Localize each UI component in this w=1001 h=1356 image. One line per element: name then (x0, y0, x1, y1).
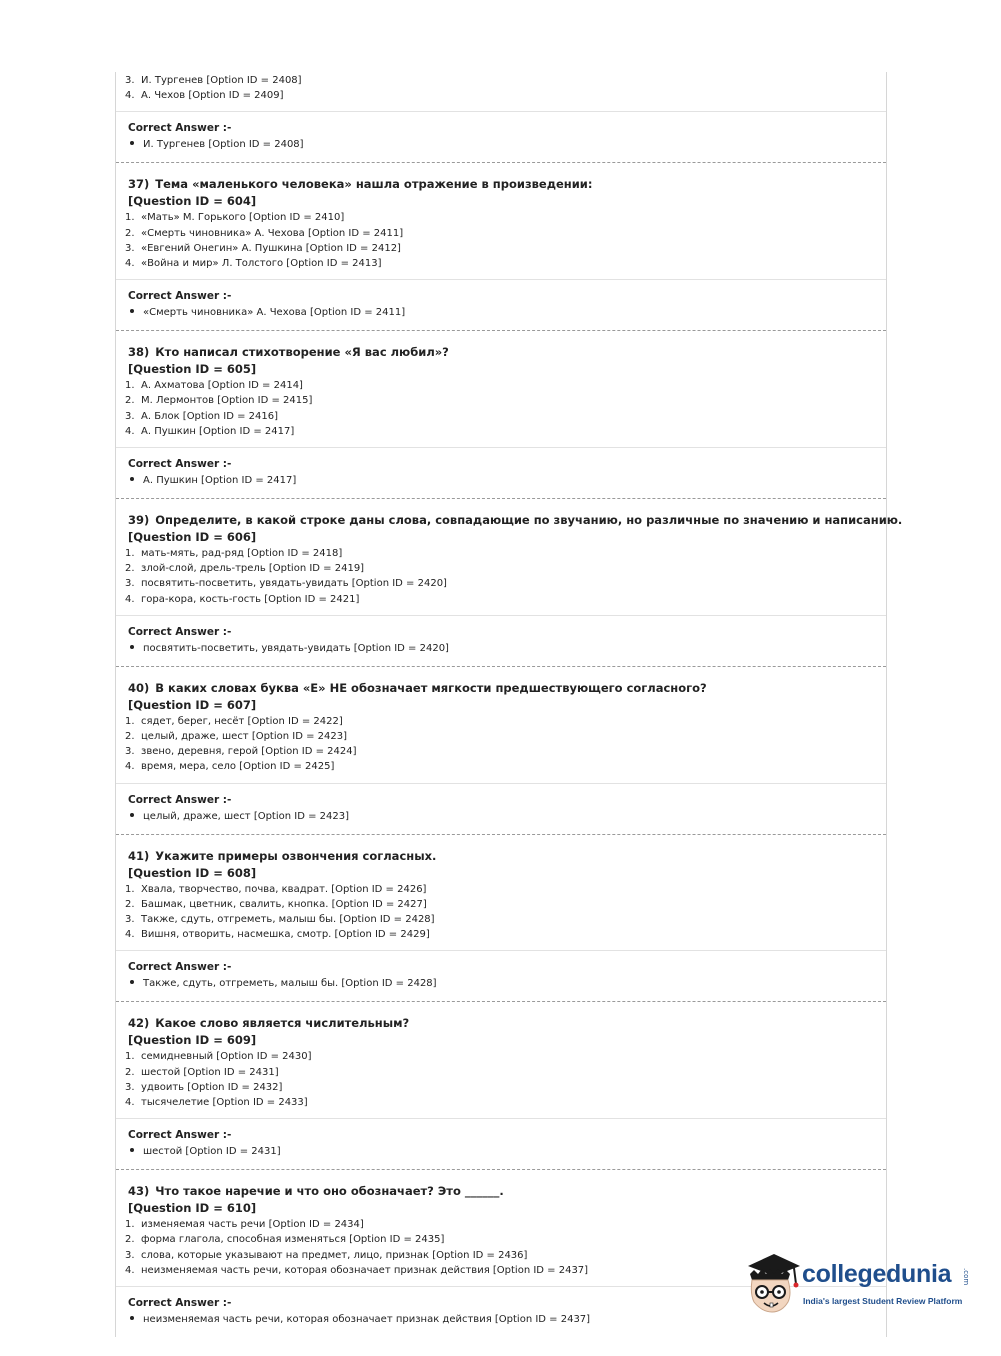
option-text: Хвала, творчество, почва, квадрат. [Option ID = 2426] (141, 883, 427, 895)
question-id: [Question ID = 605] (128, 362, 257, 377)
correct-answer-text: целый, драже, шест [Option ID = 2423] (143, 810, 350, 822)
option-number: 1. (125, 212, 135, 224)
option-number: 2. (125, 1066, 135, 1078)
bullet-icon (130, 645, 134, 649)
logo-tagline: India's largest Student Review Platform (803, 1296, 963, 1306)
correct-answer-block (116, 784, 886, 834)
option-item: 4. А. Чехов [Option ID = 2409] (125, 90, 284, 102)
option-number: 3. (125, 746, 135, 758)
question-text: Определите, в какой строке даны слова, совпадающие по звучанию, но различные по значению и написанию. (155, 513, 903, 528)
option-text: неизменяемая часть речи, которая обозначает признак действия [Option ID = 2437] (141, 1264, 589, 1276)
correct-answer-text: А. Пушкин [Option ID = 2417] (143, 475, 297, 487)
option-item (125, 927, 874, 942)
bullet-icon (130, 309, 134, 313)
question-id: [Question ID = 609] (128, 1033, 257, 1048)
option-text: шестой [Option ID = 2431] (141, 1066, 279, 1078)
question-text: В каких словах буква «Е» НЕ обозначает мягкости предшествующего согласного? (155, 680, 707, 695)
option-text: удвоить [Option ID = 2432] (141, 1081, 283, 1093)
options-list (125, 882, 874, 951)
question-id: [Question ID = 608] (128, 865, 257, 880)
option-text: семидневный [Option ID = 2430] (141, 1051, 312, 1063)
question-title (128, 1182, 874, 1200)
question-block (116, 331, 886, 447)
option-text: целый, драже, шест [Option ID = 2423] (141, 731, 348, 743)
logo-suffix: .com (962, 1268, 970, 1286)
option-item (125, 1095, 874, 1110)
option-item (125, 210, 874, 225)
option-number: 3. (125, 578, 135, 590)
option-item (125, 424, 874, 439)
option-item: 3. И. Тургенев [Option ID = 2408] (125, 75, 302, 86)
option-text: А. Ахматова [Option ID = 2414] (141, 380, 303, 392)
correct-answer-block (116, 280, 886, 330)
option-item (125, 393, 874, 408)
option-text: М. Лермонтов [Option ID = 2415] (141, 395, 313, 407)
correct-answer (128, 1143, 874, 1161)
correct-answer-label: Correct Answer :- (128, 1129, 232, 1142)
correct-answer-label: Correct Answer :- (128, 458, 232, 471)
option-text: Также, сдуть, отгреметь, малыш бы. [Option ID = 2428] (141, 914, 435, 926)
option-text: «Евгений Онегин» А. Пушкина [Option ID = 2412] (141, 242, 401, 254)
bullet-icon (130, 980, 134, 984)
question-block (116, 835, 886, 951)
option-item (125, 592, 874, 607)
option-item (125, 241, 874, 256)
bullet-icon (130, 1316, 134, 1320)
correct-answer-text: «Смерть чиновника» А. Чехова [Option ID = 2411] (143, 307, 406, 319)
question-id: [Question ID = 610] (128, 1201, 257, 1216)
option-item (125, 882, 874, 897)
option-text: гора-кора, кость-гость [Option ID = 2421] (141, 593, 360, 605)
correct-answer: И. Тургенев [Option ID = 2408] (128, 136, 874, 154)
question-block (116, 1002, 886, 1118)
correct-answer-block (116, 112, 886, 162)
question-number: 42) (128, 1016, 150, 1031)
option-text: время, мера, село [Option ID = 2425] (141, 761, 335, 773)
correct-answer-label: Correct Answer :- (128, 625, 232, 638)
collegedunia-logo (740, 1250, 975, 1320)
option-item (125, 1232, 874, 1247)
option-text: мать-мять, рад-ряд [Option ID = 2418] (141, 548, 343, 560)
option-item (125, 1065, 874, 1080)
option-text: А. Блок [Option ID = 2416] (141, 410, 278, 422)
question-text: Кто написал стихотворение «Я вас любил»? (155, 345, 449, 360)
question-title (128, 343, 874, 361)
option-item (125, 546, 874, 561)
correct-answer (128, 472, 874, 490)
option-number: 2. (125, 395, 135, 407)
question-title (128, 847, 874, 865)
option-item (125, 729, 874, 744)
option-text: «Смерть чиновника» А. Чехова [Option ID = 2411] (141, 227, 404, 239)
option-text: Башмак, цветник, свалить, кнопка. [Option ID = 2427] (141, 898, 427, 910)
question-number: 39) (128, 513, 150, 528)
bullet-icon (130, 477, 134, 481)
question-block (116, 499, 903, 615)
option-item (125, 561, 874, 576)
option-number: 1. (125, 883, 135, 895)
option-text: посвятить-посветить, увядать-увидать [Option ID = 2420] (141, 578, 447, 590)
option-number: 4. (125, 1097, 135, 1109)
option-number: 4. (125, 1264, 135, 1276)
option-item (125, 897, 874, 912)
option-number: 4. (125, 761, 135, 773)
option-item (125, 912, 874, 927)
option-text: сядет, берег, несёт [Option ID = 2422] (141, 715, 343, 727)
options-list (125, 210, 874, 279)
question-block (116, 163, 886, 279)
correct-answer-label: Correct Answer :- (128, 290, 232, 303)
option-number: 1. (125, 715, 135, 727)
option-item (125, 378, 874, 393)
option-text: А. Пушкин [Option ID = 2417] (141, 425, 295, 437)
option-number: 2. (125, 898, 135, 910)
option-number: 1. (125, 548, 135, 560)
option-text: звено, деревня, герой [Option ID = 2424] (141, 746, 357, 758)
question-id: [Question ID = 607] (128, 697, 257, 712)
question-title (128, 679, 874, 697)
question-title (128, 175, 874, 193)
correct-answer-text: шестой [Option ID = 2431] (143, 1146, 281, 1158)
option-text: злой-слой, дрель-трель [Option ID = 2419] (141, 563, 365, 575)
option-number: 1. (125, 1219, 135, 1231)
question-number: 43) (128, 1184, 150, 1199)
correct-answer-text: посвятить-посветить, увядать-увидать [Option ID = 2420] (143, 642, 449, 654)
correct-answer (128, 975, 874, 993)
correct-answer-block (116, 616, 886, 666)
option-number: 3. (125, 410, 135, 422)
option-item (125, 256, 874, 271)
option-item (125, 744, 874, 759)
option-number: 4. (125, 258, 135, 270)
question-text: Какое слово является числительным? (155, 1016, 410, 1031)
option-item (125, 576, 874, 591)
bullet-icon (130, 1148, 134, 1152)
options-list (125, 378, 874, 447)
option-text: слова, которые указывают на предмет, лицо, признак [Option ID = 2436] (141, 1249, 528, 1261)
option-text: тысячелетие [Option ID = 2433] (141, 1097, 308, 1109)
correct-answer (128, 808, 874, 826)
correct-answer-block (116, 1119, 886, 1169)
options-list (125, 546, 874, 615)
question-number: 37) (128, 177, 150, 192)
question-text: Тема «маленького человека» нашла отражение в произведении: (155, 177, 593, 192)
option-item (125, 714, 874, 729)
correct-answer-text: неизменяемая часть речи, которая обозначает признак действия [Option ID = 2437] (143, 1314, 591, 1326)
option-text: форма глагола, способная изменяться [Option ID = 2435] (141, 1234, 445, 1246)
option-number: 2. (125, 563, 135, 575)
option-item (125, 1080, 874, 1095)
correct-answer-label: Correct Answer :- (128, 793, 232, 806)
option-number: 4. (125, 425, 135, 437)
question-title (128, 1014, 874, 1032)
question-block (116, 667, 886, 783)
option-number: 2. (125, 731, 135, 743)
option-text: «Война и мир» Л. Толстого [Option ID = 2413] (141, 258, 382, 270)
correct-answer-label: Correct Answer :- (128, 122, 232, 135)
option-number: 4. (125, 929, 135, 941)
option-text: Вишня, отворить, насмешка, смотр. [Option ID = 2429] (141, 929, 430, 941)
correct-answer-text: Также, сдуть, отгреметь, малыш бы. [Option ID = 2428] (143, 978, 437, 990)
option-number: 3. (125, 914, 135, 926)
option-text: изменяемая часть речи [Option ID = 2434] (141, 1219, 364, 1231)
option-number: 3. (125, 1081, 135, 1093)
correct-answer-block (116, 951, 886, 1001)
correct-answer-label: Correct Answer :- (128, 961, 232, 974)
question-number: 41) (128, 848, 150, 863)
question-id: [Question ID = 606] (128, 530, 257, 545)
correct-answer (128, 304, 874, 322)
bullet-icon (130, 141, 134, 145)
question-text: Укажите примеры озвончения согласных. (155, 848, 437, 863)
option-number: 3. (125, 242, 135, 254)
option-item (125, 1049, 874, 1064)
question-title (128, 511, 903, 529)
option-text: «Мать» М. Горького [Option ID = 2410] (141, 212, 345, 224)
option-number: 1. (125, 380, 135, 392)
question-number: 40) (128, 680, 150, 695)
option-number: 1. (125, 1051, 135, 1063)
option-item (125, 226, 874, 241)
logo-brand: collegedunia (802, 1260, 952, 1288)
correct-answer-block (116, 448, 886, 498)
option-number: 4. (125, 593, 135, 605)
option-number: 2. (125, 227, 135, 239)
correct-answer (128, 640, 874, 658)
options-list (116, 72, 886, 111)
option-item (125, 409, 874, 424)
option-number: 2. (125, 1234, 135, 1246)
mascot-icon (740, 1250, 802, 1320)
options-list (125, 714, 874, 783)
option-number: 3. (125, 1249, 135, 1261)
question-id: [Question ID = 604] (128, 194, 257, 209)
option-item (125, 1217, 874, 1232)
correct-answer-label: Correct Answer :- (128, 1297, 232, 1310)
question-text: Что такое наречие и что оно обозначает? Это ______. (155, 1184, 504, 1199)
question-number: 38) (128, 345, 150, 360)
bullet-icon (130, 813, 134, 817)
option-item (125, 759, 874, 774)
question-paper (115, 72, 903, 1337)
options-list (125, 1049, 874, 1118)
question-list (116, 163, 903, 1337)
